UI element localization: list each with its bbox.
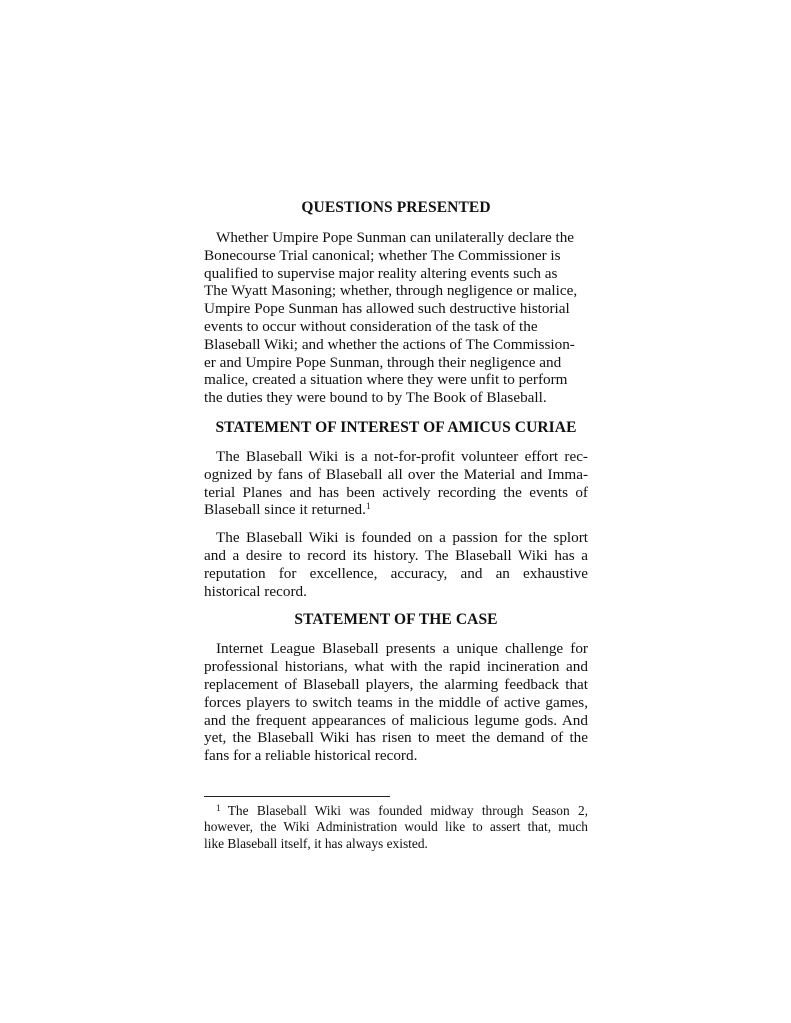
text-line: replacement of Blaseball players, the alarming feedback that: [204, 675, 588, 693]
footnote-reference[interactable]: 1: [365, 501, 371, 512]
text-line: The Blaseball Wiki is a not-for-profit volunteer effort rec-: [216, 447, 588, 465]
text-line: events to occur without consideration of the task of the: [204, 317, 538, 335]
text-line: Whether Umpire Pope Sunman can unilaterally declare the: [216, 229, 575, 246]
footnote-separator: [204, 796, 390, 797]
text-line: ognized by fans of Blaseball all over the Material and Imma-: [204, 465, 588, 483]
text-line: The Wyatt Masoning; whether, through negligence or malice,: [204, 282, 578, 300]
text-line-content: The Blaseball Wiki was founded midway through Season 2,: [227, 803, 588, 818]
text-line: reputation for excellence, accuracy, and an exhaustive: [204, 564, 588, 582]
section-heading-statement-of-the-case: STATEMENT OF THE CASE: [294, 611, 498, 629]
text-line: Internet League Blaseball presents a unique challenge for: [216, 640, 588, 658]
section-heading-statement-of-interest: STATEMENT OF INTEREST OF AMICUS CURIAE: [215, 418, 577, 436]
text-line: however, the Wiki Administration would like to assert that, much: [204, 819, 588, 835]
text-line: qualified to supervise major reality altering events such as: [204, 264, 558, 282]
text-line: The Blaseball Wiki is founded on a passion for the splort: [216, 529, 588, 547]
text-line: and a desire to record its history. The Blaseball Wiki has a: [204, 546, 588, 564]
statement-of-the-case-paragraph: [204, 640, 588, 765]
text-line-content: Blaseball since it returned.: [204, 501, 366, 519]
footnote-number: 1: [216, 804, 221, 814]
text-line: [204, 501, 588, 519]
text-line: Umpire Pope Sunman has allowed such destructive historial: [204, 300, 570, 318]
text-line: er and Umpire Pope Sunman, through their negligence and: [204, 353, 562, 371]
text-line: Blaseball Wiki; and whether the actions of The Commission-: [204, 335, 575, 353]
footnote: [204, 803, 588, 852]
statement-of-interest-paragraph-1: [204, 448, 588, 519]
text-line: [204, 803, 588, 819]
section-heading-questions-presented: QUESTIONS PRESENTED: [301, 199, 491, 216]
text-line: professional historians, what with the rapid incineration and: [204, 658, 588, 676]
text-line: historical record.: [204, 582, 307, 600]
document-page: [204, 199, 588, 765]
text-line: the duties they were bound to by The Book of Blaseball.: [204, 389, 547, 407]
text-line: terial Planes and has been actively recording the events of: [204, 483, 588, 501]
text-line: forces players to switch teams in the middle of active games,: [204, 693, 588, 711]
text-line: Bonecourse Trial canonical; whether The Commissioner is: [204, 246, 561, 264]
questions-presented-paragraph: [204, 229, 588, 407]
text-line: yet, the Blaseball Wiki has risen to meet the demand of the: [204, 729, 588, 747]
text-line: and the frequent appearances of malicious legume gods. And: [204, 711, 588, 729]
text-line: fans for a reliable historical record.: [204, 747, 418, 765]
statement-of-interest-paragraph-2: [204, 529, 588, 600]
text-line: like Blaseball itself, it has always existed.: [204, 835, 428, 851]
text-line: malice, created a situation where they were unfit to perform: [204, 371, 568, 389]
